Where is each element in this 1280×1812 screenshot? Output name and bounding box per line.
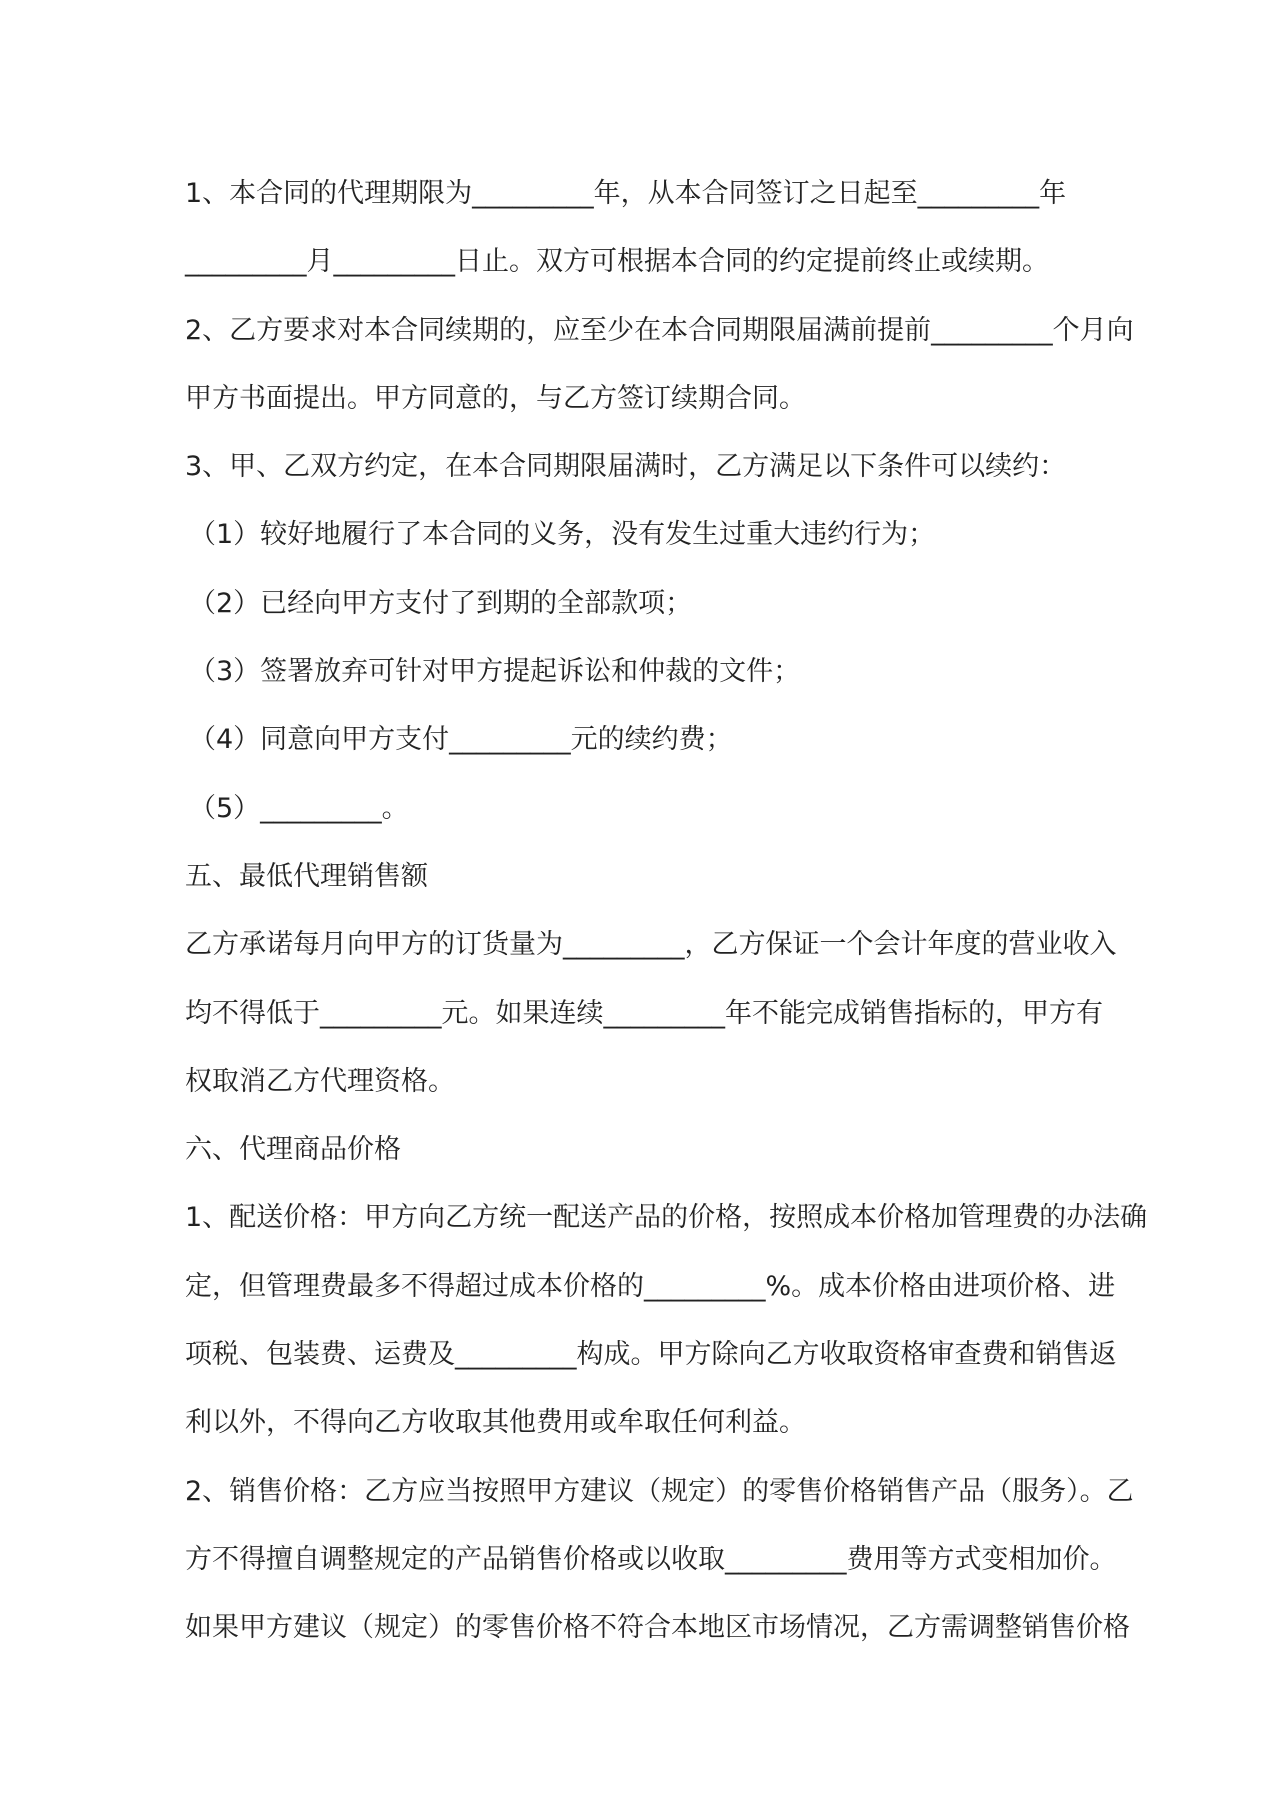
section-5-line-2: 均不得低于_________元。如果连续_________年不能完成销售指标的，甲方有 [185,997,1103,1029]
condition-4: （4）同意向甲方支付_________元的续约费； [189,724,733,756]
condition-2: （2）已经向甲方支付了到期的全部款项； [189,587,693,619]
clause-6-1-line-2: 定，但管理费最多不得超过成本价格的_________%。成本价格由进项价格、进 [185,1270,1116,1302]
clause-4-1-line-1: 1、本合同的代理期限为_________年，从本合同签订之日起至_________年 [185,178,1067,209]
clause-6-1-line-1: 1、配送价格：甲方向乙方统一配送产品的价格，按照成本价格加管理费的办法确 [185,1202,1148,1234]
clause-6-1-line-4: 利以外，不得向乙方收取其他费用或牟取任何利益。 [185,1407,806,1439]
clause-4-2-line-2: 甲方书面提出。甲方同意的，与乙方签订续期合同。 [185,382,806,414]
condition-5: （5）_________。 [189,792,409,824]
clause-4-3: 3、甲、乙双方约定，在本合同期限届满时，乙方满足以下条件可以续约： [185,451,1067,483]
section-5-line-3: 权取消乙方代理资格。 [185,1065,455,1097]
document-body [185,160,1148,1663]
clause-6-2-line-3: 如果甲方建议（规定）的零售价格不符合本地区市场情况，乙方需调整销售价格 [185,1612,1130,1644]
clause-6-2-line-1: 2、销售价格：乙方应当按照甲方建议（规定）的零售价格销售产品（服务）。乙 [185,1475,1134,1507]
clause-4-1-line-2: _________月_________日止。双方可根据本合同的约定提前终止或续期。 [185,246,1049,278]
section-5-line-1: 乙方承诺每月向甲方的订货量为_________，乙方保证一个会计年度的营业收入 [185,929,1117,961]
section-5-heading: 五、最低代理销售额 [185,860,428,892]
clause-6-2-line-2: 方不得擅自调整规定的产品销售价格或以收取_________费用等方式变相加价。 [185,1543,1117,1575]
condition-3: （3）签署放弃可针对甲方提起诉讼和仲裁的文件； [189,656,801,688]
clause-4-2-line-1: 2、乙方要求对本合同续期的，应至少在本合同期限届满前提前_________个月向 [185,314,1134,346]
clause-6-1-line-3: 项税、包装费、运费及_________构成。甲方除向乙方收取资格审查费和销售返 [185,1339,1117,1371]
section-6-heading: 六、代理商品价格 [185,1134,401,1166]
condition-1: （1）较好地履行了本合同的义务，没有发生过重大违约行为； [189,519,936,551]
